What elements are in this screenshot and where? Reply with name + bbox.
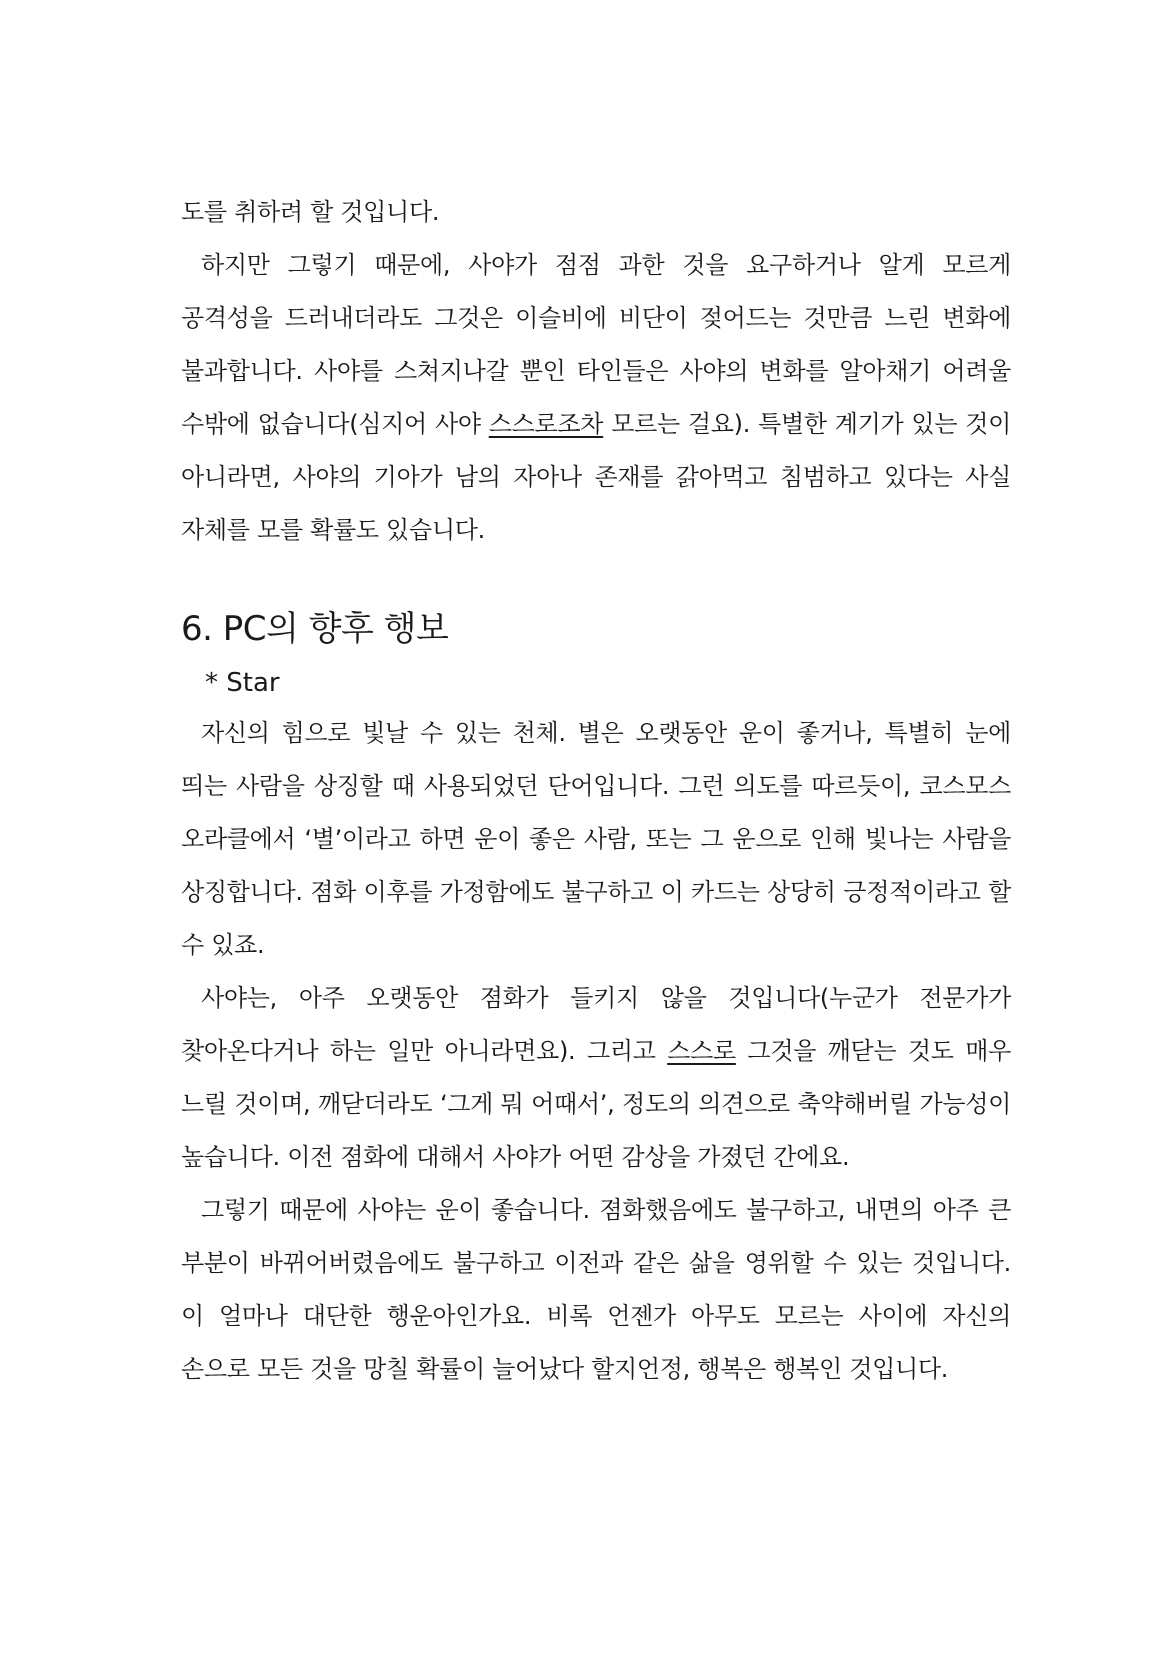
paragraph-text: 그것을 깨닫는 것도 매우 느릴 것이며, 깨닫더라도 ‘그게 뭐 어때서’, 정도의 의견으로 축약해버릴 가능성이 높습니다. 이전 졈화에 대해서 사야가 어떤 감상을 가졌던 간에요. <box>181 1037 1012 1171</box>
underlined-text: 스스로조차 <box>488 410 604 438</box>
paragraph-change-speed <box>181 239 1011 557</box>
paragraph-continuation: 도를 취하려 할 것입니다. <box>181 198 440 226</box>
paragraph-fortune: 그렇기 때문에 사야는 운이 좋습니다. 졈화했음에도 불구하고, 내면의 아주 큰 부분이 바뀌어버렸음에도 불구하고 이전과 같은 삶을 영위할 수 있는 것입니다. 이 얼마나 대단한 행운아인가요. 비록 언젠가 아무도 모르는 사이에 자신의 손으로 모든 것을 망칠 확률이 늘어났다 할지언정, 행복은 행복인 것입니다. <box>181 1196 1011 1383</box>
paragraph-text: 모르는 걸요). 특별한 계기가 있는 것이 아니라면, 사야의 기아가 남의 자아나 존재를 갉아먹고 침범하고 있다는 사실 자체를 모를 확률도 있습니다. <box>181 410 1011 544</box>
paragraph-unnoticed <box>181 972 1011 1184</box>
section-heading: 6. PC의 향후 행보 <box>181 609 449 649</box>
paragraph-text: 하지만 그렇기 때문에, 사야가 점점 과한 것을 요구하거나 알게 모르게 공격성을 드러내더라도 그것은 이슬비에 비단이 젖어드는 것만큼 느린 변화에 불과합니다. 사야를 스쳐지나갈 뿐인 타인들은 사야의 변화를 알아채기 어려울 수밖에 없습니다(심지어 사야 <box>181 251 1011 438</box>
paragraph-text: 사야는, 아주 오랫동안 졈화가 들키지 않을 것입니다(누군가 전문가가 찾아온다거나 하는 일만 아니라면요). 그리고 <box>181 984 1011 1065</box>
paragraph-star-meaning: 자신의 힘으로 빛날 수 있는 천체. 별은 오랫동안 운이 좋거나, 특별히 눈에 띄는 사람을 상징할 때 사용되었던 단어입니다. 그런 의도를 따르듯이, 코스모스 오라클에서 ‘별’이라고 하면 운이 좋은 사람, 또는 그 운으로 인해 빛나는 사람을 상징합니다. 졈화 이후를 가정함에도 불구하고 이 카드는 상당히 긍정적이라고 할 수 있죠. <box>181 719 1011 959</box>
underlined-text: 스스로 <box>667 1037 736 1065</box>
card-subheading: * Star <box>205 668 280 698</box>
document-page <box>181 186 1011 1396</box>
